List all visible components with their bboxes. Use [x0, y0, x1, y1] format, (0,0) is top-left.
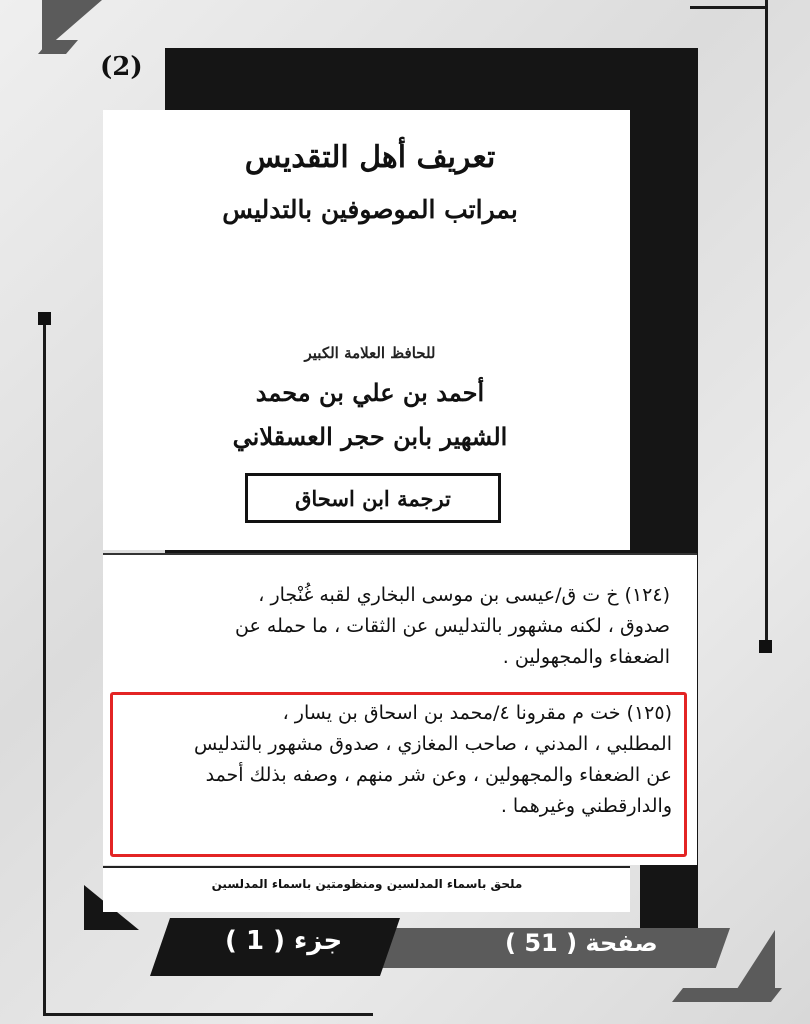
page-label: صفحة ( 51 ) — [505, 929, 658, 957]
page-number-badge: (2) — [100, 52, 143, 82]
section-label-box — [245, 473, 501, 523]
entry-125-line2: المطلبي ، المدني ، صاحب المغازي ، صدوق مشهور بالتدليس — [194, 733, 672, 755]
volume-label: جزء ( 1 ) — [225, 926, 343, 956]
entry-124-line3: الضعفاء والمجهولين . — [502, 646, 670, 668]
book-title-line2: بمراتب الموصوفين بالتدليس — [222, 195, 518, 224]
frame-line-left — [43, 325, 46, 1015]
frame-line-top-right — [690, 6, 768, 9]
author-nickname: الشهير بابن حجر العسقلاني — [232, 422, 508, 451]
entry-125-line1: (١٢٥) خت م مقرونا ٤/محمد بن اسحاق بن يسار ، — [282, 702, 672, 724]
entry-124-line1: (١٢٤) خ ت ق/عيسى بن موسى البخاري لقبه غُنْجار ، — [258, 584, 670, 606]
author-intro: للحافظ العلامة الكبير — [304, 344, 436, 362]
section-label: ترجمة ابن اسحاق — [295, 485, 451, 511]
corner-decoration-bottom-right-bar — [672, 988, 782, 1002]
entry-124 — [125, 580, 670, 673]
book-title-line1: تعريف أهل التقديس — [244, 140, 496, 175]
frame-square-right — [759, 640, 772, 653]
frame-line-right-top — [765, 0, 768, 640]
footer-caption: ملحق باسماء المدلسين ومنظومتين باسماء المدلسين — [211, 877, 523, 891]
frame-square-left — [38, 312, 51, 325]
entry-125-line3: عن الضعفاء والمجهولين ، وعن شر منهم ، وصفه بذلك أحمد — [205, 764, 672, 786]
entry-124-line2: صدوق ، لكنه مشهور بالتدليس عن الثقات ، ما حمله عن — [235, 615, 670, 637]
frame-line-bottom — [43, 1013, 373, 1016]
entry-125-line4: والدارقطني وغيرهما . — [500, 795, 672, 817]
author-name: أحمد بن علي بن محمد — [255, 378, 485, 407]
entry-125 — [122, 698, 672, 822]
